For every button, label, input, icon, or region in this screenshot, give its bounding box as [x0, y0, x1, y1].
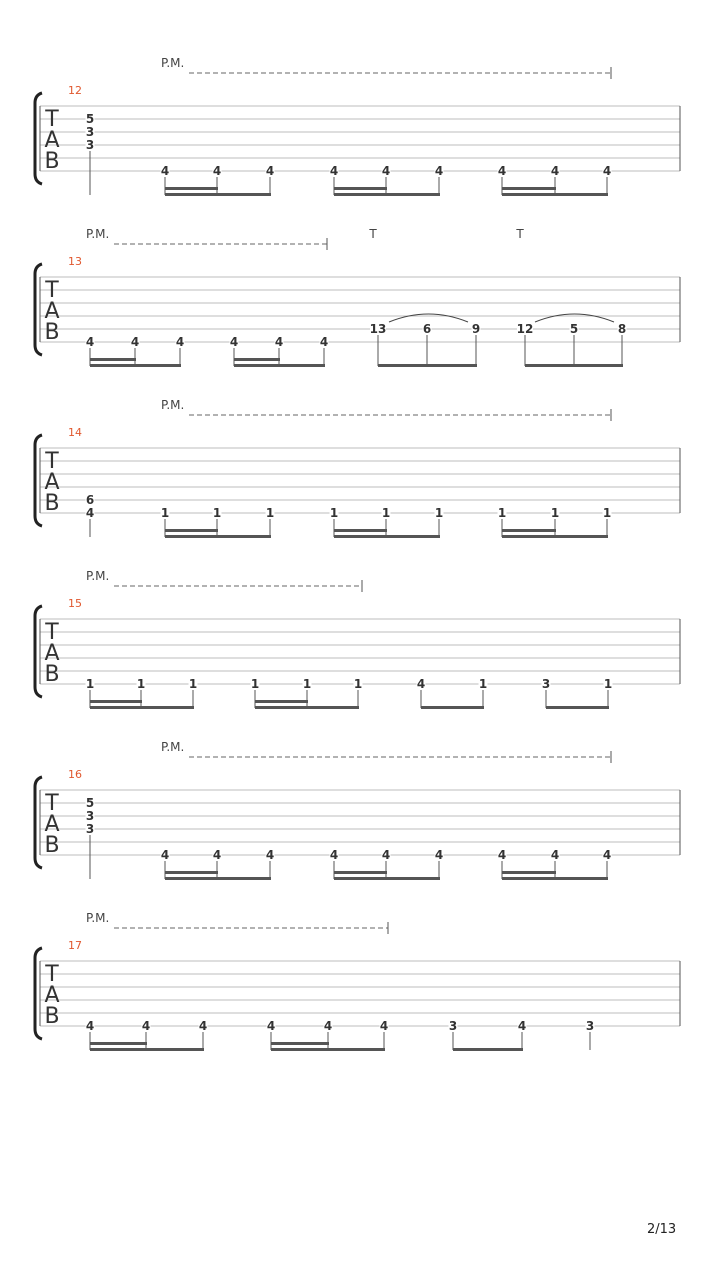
beam [453, 1048, 523, 1051]
fret-number: 4 [85, 1019, 95, 1033]
beam [90, 1048, 204, 1051]
measure-number: 16 [68, 768, 82, 781]
palm-mute-label: P.M. [161, 740, 185, 754]
fret-number: 12 [516, 322, 534, 336]
fret-number: 4 [130, 335, 140, 349]
sub-beam [502, 187, 556, 190]
tab-clef-letter: B [44, 1004, 60, 1029]
tab-system-13 [35, 227, 680, 367]
palm-mute-label: P.M. [161, 56, 185, 70]
tab-clef-letter: A [44, 299, 60, 324]
system-bracket [35, 948, 42, 1039]
fret-number: 4 [416, 677, 426, 691]
fret-number: 4 [274, 335, 284, 349]
fret-number: 8 [617, 322, 627, 336]
fret-number: 1 [497, 506, 507, 520]
tap-marker: T [369, 227, 377, 241]
slur [389, 314, 468, 322]
fret-number: 4 [85, 506, 95, 520]
sub-beam [271, 1042, 329, 1045]
fret-number: 3 [541, 677, 551, 691]
fret-number: 4 [329, 164, 339, 178]
tab-system-15 [35, 569, 680, 709]
fret-number: 3 [85, 809, 95, 823]
tab-clef-letter: T [45, 449, 59, 474]
measure-number: 14 [68, 426, 82, 439]
fret-number: 4 [434, 164, 444, 178]
fret-number: 4 [602, 164, 612, 178]
tab-clef-letter: B [44, 662, 60, 687]
fret-number: 1 [603, 677, 613, 691]
beam [525, 364, 623, 367]
fret-number: 3 [448, 1019, 458, 1033]
fret-number: 1 [212, 506, 222, 520]
beam [546, 706, 609, 709]
fret-number: 1 [329, 506, 339, 520]
sub-beam [334, 529, 387, 532]
beam [334, 193, 440, 196]
fret-number: 4 [434, 848, 444, 862]
tab-clef-letter: A [44, 983, 60, 1008]
system-bracket [35, 606, 42, 697]
system-bracket [35, 93, 42, 184]
fret-number: 1 [550, 506, 560, 520]
beam [234, 364, 325, 367]
fret-number: 4 [198, 1019, 208, 1033]
fret-number: 1 [353, 677, 363, 691]
tab-clef-letter: T [45, 620, 59, 645]
measure-number: 12 [68, 84, 82, 97]
fret-number: 4 [379, 1019, 389, 1033]
beam [502, 535, 608, 538]
slur [535, 314, 614, 322]
system-bracket [35, 435, 42, 526]
beam [255, 706, 359, 709]
system-bracket [35, 264, 42, 355]
fret-number: 4 [265, 164, 275, 178]
fret-number: 4 [329, 848, 339, 862]
fret-number: 3 [85, 822, 95, 836]
tab-clef-letter: A [44, 128, 60, 153]
sub-beam [255, 700, 308, 703]
page-number: 2/13 [647, 1222, 677, 1237]
fret-number: 3 [85, 138, 95, 152]
fret-number: 4 [266, 1019, 276, 1033]
fret-number: 1 [85, 677, 95, 691]
fret-number: 1 [602, 506, 612, 520]
sub-beam [90, 700, 142, 703]
sub-beam [334, 187, 387, 190]
fret-number: 4 [550, 848, 560, 862]
tab-clef-letter: T [45, 278, 59, 303]
beam [378, 364, 477, 367]
beam [90, 364, 181, 367]
fret-number: 3 [585, 1019, 595, 1033]
tab-clef-letter: T [45, 791, 59, 816]
fret-number: 5 [569, 322, 579, 336]
fret-number: 4 [602, 848, 612, 862]
measure-number: 13 [68, 255, 82, 268]
fret-number: 1 [136, 677, 146, 691]
tap-marker: T [516, 227, 524, 241]
sub-beam [234, 358, 280, 361]
fret-number: 3 [85, 125, 95, 139]
sub-beam [90, 1042, 147, 1045]
fret-number: 4 [323, 1019, 333, 1033]
fret-number: 4 [381, 164, 391, 178]
measure-number: 17 [68, 939, 82, 952]
fret-number: 1 [478, 677, 488, 691]
fret-number: 1 [250, 677, 260, 691]
fret-number: 5 [85, 796, 95, 810]
fret-number: 4 [160, 848, 170, 862]
fret-number: 4 [141, 1019, 151, 1033]
sub-beam [502, 529, 556, 532]
beam [334, 535, 440, 538]
sub-beam [165, 871, 218, 874]
beam [271, 1048, 385, 1051]
beam [165, 877, 271, 880]
fret-number: 4 [175, 335, 185, 349]
palm-mute-label: P.M. [86, 569, 110, 583]
tab-clef-letter: A [44, 641, 60, 666]
tab-clef-letter: T [45, 107, 59, 132]
fret-number: 4 [212, 164, 222, 178]
tab-system-14 [35, 398, 680, 538]
sub-beam [165, 187, 218, 190]
palm-mute-label: P.M. [86, 227, 110, 241]
beam [421, 706, 484, 709]
sub-beam [165, 529, 218, 532]
palm-mute-label: P.M. [86, 911, 110, 925]
fret-number: 13 [369, 322, 387, 336]
fret-number: 4 [160, 164, 170, 178]
fret-number: 4 [212, 848, 222, 862]
fret-number: 1 [188, 677, 198, 691]
tab-system-16 [35, 740, 680, 880]
tab-clef-letter: T [45, 962, 59, 987]
beam [334, 877, 440, 880]
fret-number: 5 [85, 112, 95, 126]
fret-number: 1 [381, 506, 391, 520]
beam [502, 877, 608, 880]
tab-clef-letter: B [44, 320, 60, 345]
fret-number: 1 [434, 506, 444, 520]
system-bracket [35, 777, 42, 868]
palm-mute-label: P.M. [161, 398, 185, 412]
fret-number: 4 [319, 335, 329, 349]
fret-number: 4 [381, 848, 391, 862]
tab-system-17 [35, 911, 680, 1051]
measure-number: 15 [68, 597, 82, 610]
fret-number: 4 [517, 1019, 527, 1033]
fret-number: 1 [160, 506, 170, 520]
beam [165, 193, 271, 196]
sub-beam [502, 871, 556, 874]
fret-number: 6 [85, 493, 95, 507]
tab-system-12 [35, 56, 680, 196]
fret-number: 9 [471, 322, 481, 336]
fret-number: 4 [85, 335, 95, 349]
fret-number: 4 [265, 848, 275, 862]
tab-clef-letter: A [44, 470, 60, 495]
beam [502, 193, 608, 196]
fret-number: 4 [497, 848, 507, 862]
beam [165, 535, 271, 538]
tab-clef-letter: B [44, 149, 60, 174]
fret-number: 4 [550, 164, 560, 178]
fret-number: 4 [229, 335, 239, 349]
fret-number: 4 [497, 164, 507, 178]
tab-clef-letter: B [44, 491, 60, 516]
sub-beam [90, 358, 136, 361]
tab-clef-letter: A [44, 812, 60, 837]
sub-beam [334, 871, 387, 874]
beam [90, 706, 194, 709]
tab-clef-letter: B [44, 833, 60, 858]
fret-number: 1 [302, 677, 312, 691]
fret-number: 1 [265, 506, 275, 520]
fret-number: 6 [422, 322, 432, 336]
